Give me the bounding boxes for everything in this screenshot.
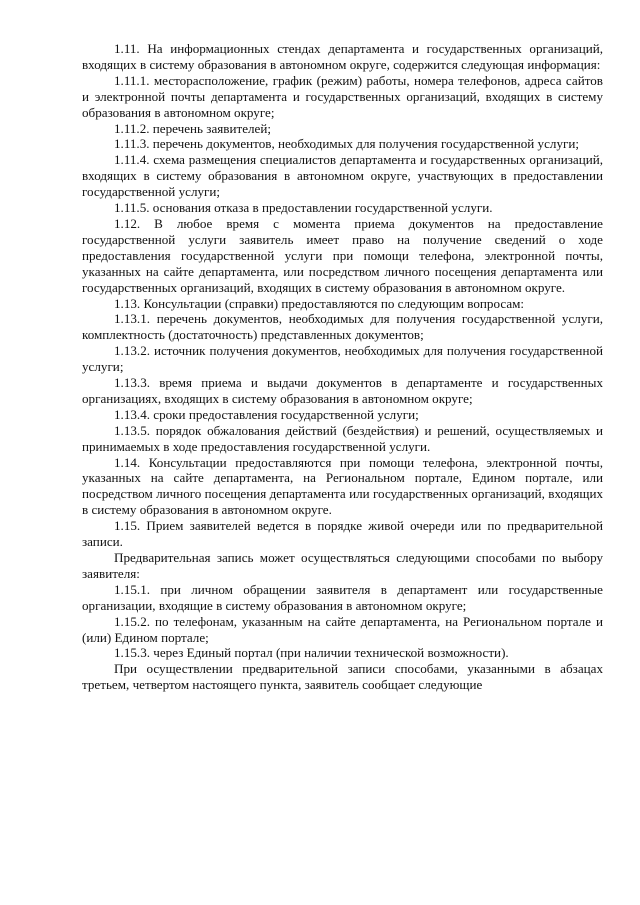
paragraph-1-13-4: 1.13.4. сроки предоставления государственной услуги; bbox=[114, 406, 419, 422]
paragraph-1-13-1: 1.13.1. перечень документов, необходимых для получения государственной услуги, комплектность (достаточность) представленных документов; bbox=[82, 311, 603, 343]
paragraph-1-13-5: 1.13.5. порядок обжалования действий (бездействия) и решений, осуществляемых и принимаемых в ходе предоставления государственной услуги. bbox=[82, 422, 603, 454]
paragraph-1-11-3: 1.11.3. перечень документов, необходимых для получения государственной услуги; bbox=[114, 136, 580, 152]
paragraph-1-15-2: 1.15.2. по телефонам, указанным на сайте департамента, на Региональном портале и (или) Едином портале; bbox=[82, 613, 603, 645]
paragraph-1-13-3: 1.13.3. время приема и выдачи документов в департаменте и государственных организациях, входящих в систему образования в автономном округе; bbox=[82, 375, 603, 406]
paragraph-preliminary-booking: Предварительная запись может осуществляться следующими способами по выбору заявителя: bbox=[82, 550, 603, 581]
paragraph-1-15-1: 1.15.1. при личном обращении заявителя в департамент или государственные организации, входящие в систему образования в автономном округе; bbox=[82, 581, 603, 613]
paragraph-1-15-3: 1.15.3. через Единый портал (при наличии технической возможности). bbox=[114, 645, 509, 661]
paragraph-1-13: 1.13. Консультации (справки) предоставляются по следующим вопросам: bbox=[114, 295, 525, 311]
paragraph-booking-details: При осуществлении предварительной записи способами, указанными в абзацах третьем, четвертом настоящего пункта, заявитель сообщает следующие bbox=[82, 661, 603, 693]
paragraph-1-11-2: 1.11.2. перечень заявителей; bbox=[114, 120, 272, 136]
paragraph-1-14: 1.14. Консультации предоставляются при помощи телефона, электронной почты, указанных на сайте департамента, на Региональном портале, Едином портале, или посредством личного посещения департамента или государственных организаций, входящих в систему образования в автономном округе. bbox=[82, 454, 603, 518]
paragraph-1-11-1: 1.11.1. месторасположение, график (режим) работы, номера телефонов, адреса сайтов и электронной почты департамента и государственных организаций, входящих в систему образования в автономном округе; bbox=[82, 72, 603, 120]
paragraph-1-11: 1.11. На информационных стендах департамента и государственных организаций, входящих в систему образования в автономном округе, содержится следующая информация: bbox=[82, 41, 603, 72]
paragraph-1-13-2: 1.13.2. источник получения документов, необходимых для получения государственной услуги; bbox=[82, 343, 603, 375]
paragraph-1-12: 1.12. В любое время с момента приема документов на предоставление государственной услуги заявитель имеет право на получение сведений о ходе предоставления государственной услуги при помощи телефона, электронной почты, указанных на сайте департамента, или посредством личного посещения департамента или государственных организаций, входящих в систему образования в автономном округе. bbox=[82, 215, 603, 295]
paragraph-1-15: 1.15. Прием заявителей ведется в порядке живой очереди или по предварительной записи. bbox=[82, 518, 603, 550]
paragraph-1-11-5: 1.11.5. основания отказа в предоставлении государственной услуги. bbox=[114, 200, 493, 216]
paragraph-1-11-4: 1.11.4. схема размещения специалистов департамента и государственных организаций, входящих в систему образования в автономном округе, участвующих в предоставлении государственной услуги; bbox=[82, 152, 603, 200]
